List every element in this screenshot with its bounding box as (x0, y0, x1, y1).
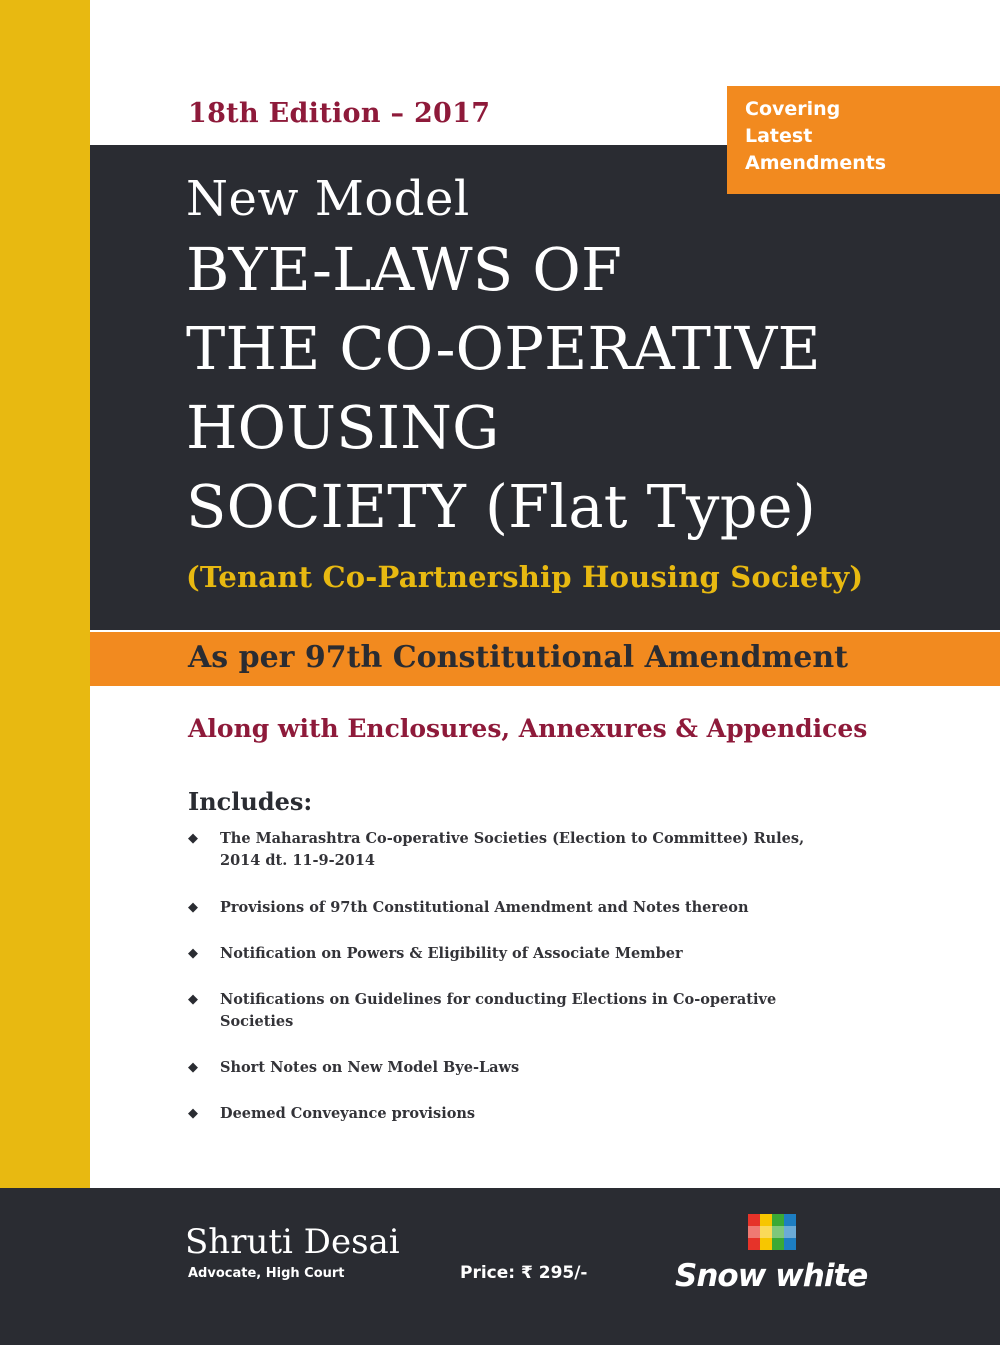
book-subtitle: (Tenant Co-Partnership Housing Society) (186, 560, 864, 594)
badge-line: Latest (745, 125, 813, 147)
author-name: Shruti Desai (185, 1222, 400, 1262)
amendment-text: As per 97th Constitutional Amendment (188, 640, 849, 675)
price-label: Price: ₹ 295/- (460, 1263, 588, 1283)
list-item: ◆ Deemed Conveyance provisions (188, 1103, 828, 1125)
list-item: ◆ Notification on Powers & Eligibility of Associate Member (188, 943, 828, 965)
list-item: ◆ The Maharashtra Co-operative Societies (Election to Committee) Rules, 2014 dt. 11-9-2014 (188, 828, 828, 872)
includes-list (188, 828, 828, 1125)
includes-heading: Includes: (188, 787, 313, 816)
title-line: SOCIETY (Flat Type) (186, 472, 817, 541)
badge-line: Amendments (745, 152, 887, 174)
yellow-spine (0, 0, 90, 1188)
title-line: New Model (186, 171, 470, 227)
title-line: THE CO-OPERATIVE (186, 314, 821, 383)
badge-line: Covering (745, 98, 841, 120)
title-line: HOUSING (186, 393, 500, 462)
list-item: ◆ Notifications on Guidelines for conducting Elections in Co-operative Societies (188, 989, 828, 1033)
author-title: Advocate, High Court (188, 1266, 345, 1281)
edition-label: 18th Edition – 2017 (188, 98, 491, 129)
list-item: ◆ Short Notes on New Model Bye-Laws (188, 1057, 828, 1079)
list-item: ◆ Provisions of 97th Constitutional Amendment and Notes thereon (188, 897, 828, 919)
publisher-name: Snow white (675, 1258, 868, 1294)
book-title (186, 168, 821, 546)
title-line: BYE-LAWS OF (186, 235, 623, 304)
along-with-text: Along with Enclosures, Annexures & Appendices (188, 714, 868, 743)
